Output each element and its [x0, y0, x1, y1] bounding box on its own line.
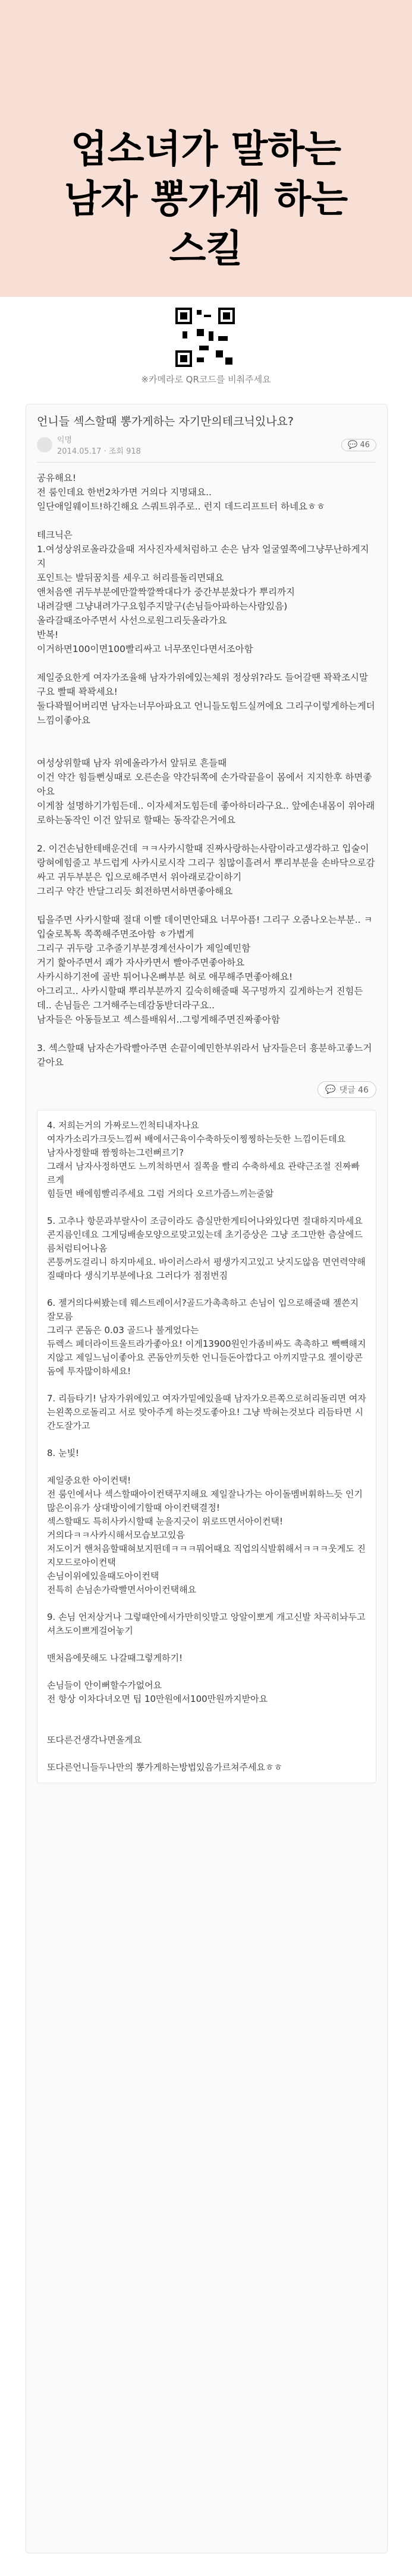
title-line-1: 업소녀가 말하는	[70, 128, 342, 172]
qr-code-icon[interactable]	[175, 308, 235, 367]
qr-caption: ※카메라로 QR코드를 비춰주세요	[141, 374, 271, 385]
qr-section	[0, 297, 412, 398]
comment-count: 46	[360, 440, 370, 450]
post-body-part-2: 4. 저희는거의 가짜로느낀척티내자나요 여자가소리가크듯느낌써 배에서근육이수축하듯이찡찡하는듯한 느낌이든데요 남자사정할때 짬찡하는그런뻐르기? 그래서 남자사정하면도 느끼척하면서 질쪽을 빨리 수축하세요 관략근조절 진짜빠르게 힘들면 배에힘빨리주세요 그럼 거의다 오르가즘느끼는줄앎 5. 고추나 항문과부랄사이 조금이라도 츰실만한게티어나와있다면 절대하지마세요 콘지름인데요 그게딩배솔모양으로맞고있는데 초기증상은 그냥 조그만한 츰살에드름처럼티어나옴 콘퉁꺼도걸리니 하지마세요. 바이러스라서 평생가지고있고 낫지도않음 면연력약해질때마다 생식기부분에나요 그러다가 점점번짐 6. 젤거의다써봤는데 웨스트레이서?골드가촉촉하고 손님이 입으로해줄때 젤쓴지잘모름 그리구 콘돔은 0.03 골드나 불게었다는 듀렉스 페더라이트울트라가좋아요! 이게13900원인가좀비싸도 촉촉하고 빽빽해지지않고 제일느님이좋아요 콘돔안끼듯한 언니들돈아깝다고 아끼지말구요 젤이랑콘돔에 투자많이하세요! 7. 리듬타기! 남자가위에있고 여자가밑에있을때 남자가오른쪽으로허리돌리면 여자는왼쪽으로돌리고 서로 맞아주게 하는것도좋아요! 그냥 박혀는것보다 리듬타면 시간도잘가고 8. 눈빛! 제일중요한 아이컨택! 전 룸인에서나 섹스할때아이컨택꾸지해요 제일잘나가는 아이돌멤버휘하느듯 인기많은이유가 상대방이에기할때 아이컨택결정! 섹스할때도 특히사카시할때 눈을지긋이 위로뜨면서아이컨택! 거의다ㅋㅋ사카시해서모습보고있음 저도이거 핸처음할때혀보지뛴데ㅋㅋㅋ뭐어때요 직업의식발휘해서ㅋㅋㅋ웃게도 진지모드로아이컨택 손님이위에있을때도아이컨택 전특히 손님손가락빨면서아이컨택해요 9. 손님 언저상거나 그렇때안에서가만히잇말고 앙알이뽀게 개고신발 차곡히놔두고 셔츠도이쁘게걸어놓기 맨처음에뭇해도 나갈때그렇게하기! 손님들이 안이뻐할수가없어요 전 항상 이차다녀오면 팁 10만원에서100만원까지받아요 또다른건생각나면올게요 또다른언니들두나만의 뽕가게하는방법있음가르쳐주세요ㅎㅎ	[37, 1110, 376, 1783]
comment-button-label: 댓글 46	[339, 1086, 369, 1095]
comment-icon: 💬	[325, 1085, 336, 1094]
post-body-part-1: 공유해요! 전 룸인데요 한번2차가면 거의다 지명돼요.. 일단애일웨이트!하긴해요 스쿼트위주로.. 런지 데드리프트터 하네요ㅎㅎ 테크닉은 1.여성상위로올라갔을때 저사진자세처럼하고 손은 남자 얼굴옆쪽에그냥무난하게지지 포인트는 발뒤꿈치를 세우고 허리를돌리면돼요 앤처음엔 귀두부분에만깔짝깔짝대다가 중간부분찼다가 뿌리까지 내려갈땐 그냥내려가구요힘주지말구(손님들아파하는사람있음) 올라갈때조아주면서 사선으로원그리듯올라가요 반복! 이거하면100이면100빨리싸고 너무쪼인다면서조아함 제일중요한게 여자가조율해 남자가위에있는체위 정상위?라도 들어갈땐 꽉꽉조시말구요 빨때 꽉꽉세요! 둘다꽉뭘어버리면 남자는너무아파요고 언니들도힘드실꺼에요 그리구이렇게하는게더 느낌이좋아요 여성상위할때 남자 위에올라가서 앞뒤로 흔들때 이건 약간 힘들뻔싱때로 오른손을 약간뒤쪽에 손가락끝을이 몸에서 지지한후 하면좋아요 이게참 설명하기가힘든데.. 이자세저도힘든데 좋아하더라구요.. 앞에손내몸이 위아래로하는동작인 이건 앞뒤로 할때는 동작같은거에요 2. 이건손님한테배운건데 ㅋㅋ사카시할때 진짜사랑하는사람이라고생각하고 입술이랑혀에힘줄고 부드럽게 사카시로시작 그리구 침많이흘려서 뿌리부분을 손바닥으로감싸고 귀두부분은 입으로해주면서 위아래로같이하기 그리구 약간 반달그리듯 회전하면서하면좋아해요 팁을주면 사카시할때 절대 이빨 데이면안돼요 너무아픔! 그리구 오줌나오는부분.. ㅋ입술로톡톡 쪽쪽해주면조아함 ㅎ가볍게 그리구 귀두랑 고추줄기부분경계선사이가 제일예민함 거기 핥아주면서 쾌가 자사카면서 빨아주면좋아하요 사카시하기전에 골반 튀어나온뼈부분 혀로 애무해주면좋아해요! 아그리고.. 사카시할때 뿌리부분까지 깊숙히해줄때 목구멍까지 깊게하는거 진힘든데.. 손님들은 그거해주는데감동받더라구요.. 남자들은 아동들보고 섹스를배워서..그렇게해주면진짜좋아함 3. 섹스할때 남자손가락빨아주면 손끝이예민한부위라서 남자들은더 흥분하고좋느거같아요	[37, 473, 375, 1068]
comment-icon: 💬	[348, 440, 358, 450]
title-line-2: 남자 뽕가게 하는	[64, 178, 348, 221]
comment-button[interactable]	[317, 1081, 376, 1098]
poster-title	[0, 125, 412, 274]
post-title: 언니들 섹스할때 뽕가게하는 자기만의테크닉있나요?	[37, 415, 294, 428]
post-card	[26, 404, 388, 2553]
comment-count-badge[interactable]	[341, 439, 376, 451]
post-date: 2014.05.17 · 조회 918	[57, 447, 141, 456]
post-meta	[26, 433, 387, 462]
author-name: 익명	[57, 436, 73, 445]
title-line-3: 스킬	[169, 227, 243, 271]
avatar	[37, 437, 52, 452]
poster-header	[0, 0, 412, 297]
comment-row	[26, 1078, 387, 1102]
